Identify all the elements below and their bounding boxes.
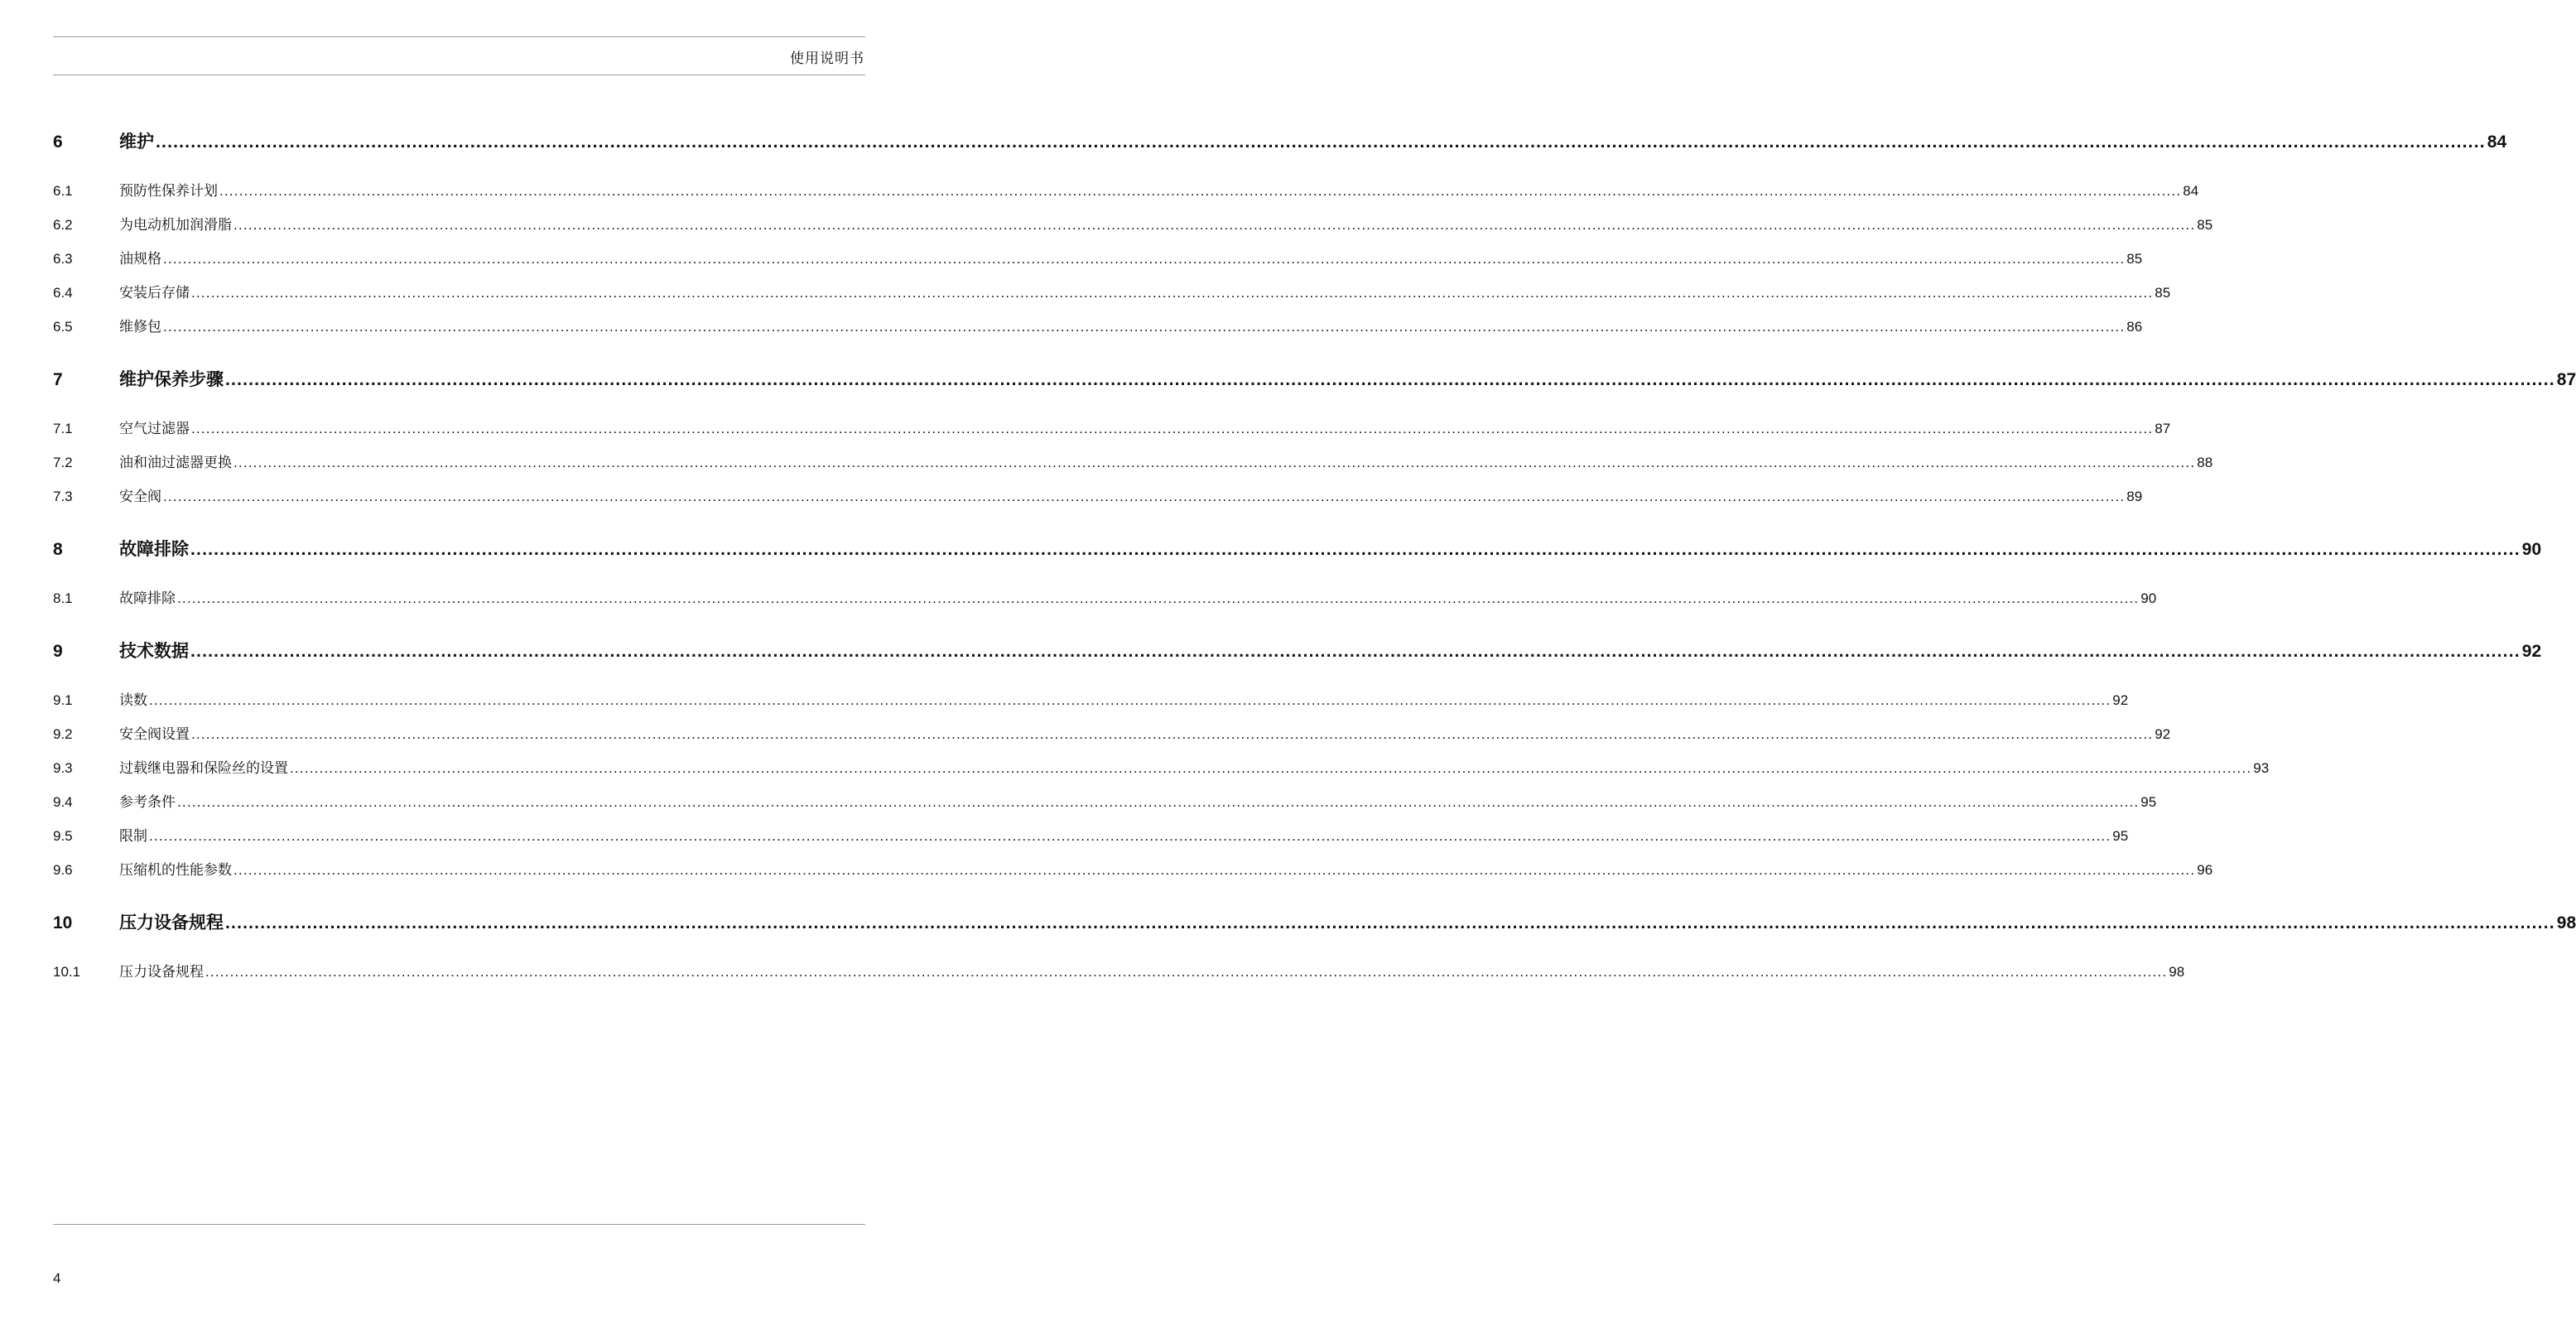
toc-entry-number: 10.1 — [53, 964, 81, 980]
toc-chapter-row[interactable] — [53, 536, 2542, 561]
toc-entry-page: 92 — [2112, 692, 2129, 708]
toc-entry-page: 84 — [2487, 132, 2507, 152]
toc-entry-page: 95 — [2140, 794, 2157, 810]
toc-entry-title: 压力设备规程 — [119, 913, 224, 932]
dot-leader: ................................................................................................................................................................................................................................................................................................................................................................................................................ — [290, 760, 2252, 776]
toc-entry-number: 10 — [53, 913, 73, 932]
toc-entry-title: 参考条件 — [119, 794, 176, 810]
dot-leader: ................................................................................................................................................................................................................................................................................................................................................................................................................ — [156, 132, 2486, 152]
dot-leader: ................................................................................................................................................................................................................................................................................................................................................................................................................ — [177, 590, 2140, 606]
toc-chapter-row[interactable] — [53, 638, 2542, 662]
toc-entry-title: 压力设备规程 — [119, 964, 204, 980]
toc-section-row[interactable] — [53, 213, 2213, 234]
toc-entry-title: 维护保养步骤 — [119, 370, 224, 389]
toc-entry-page: 87 — [2155, 421, 2171, 436]
toc-entry-title: 为电动机加润滑脂 — [119, 217, 232, 233]
toc-entry-number: 6.1 — [53, 183, 73, 199]
toc-section-row[interactable] — [53, 722, 2171, 743]
toc-entry-number: 9.4 — [53, 794, 73, 810]
toc-entry-title: 预防性保养计划 — [119, 183, 218, 199]
toc-chapter-row[interactable] — [53, 909, 2576, 934]
toc-section-row[interactable] — [53, 315, 2143, 335]
toc-chapter-row[interactable] — [53, 366, 2576, 391]
toc-section-row[interactable] — [53, 179, 2199, 200]
toc-entry-title: 油和油过滤器更换 — [119, 455, 232, 470]
toc-section-row[interactable] — [53, 824, 2129, 845]
toc-entry-title: 安装后存储 — [119, 285, 190, 301]
toc-chapter-row[interactable] — [53, 128, 2507, 153]
toc-entry-number: 7.1 — [53, 421, 73, 436]
toc-entry-page: 85 — [2126, 251, 2143, 267]
footer-rule — [53, 1224, 865, 1225]
toc-entry-number: 7.2 — [53, 455, 73, 470]
toc-section-row[interactable] — [53, 790, 2157, 811]
toc-entry-number: 9.3 — [53, 760, 73, 776]
dot-leader: ................................................................................................................................................................................................................................................................................................................................................................................................................ — [177, 794, 2140, 810]
toc-entry-page: 95 — [2112, 828, 2129, 844]
toc-entry-title: 油规格 — [119, 251, 161, 267]
toc-entry-title: 限制 — [119, 828, 147, 844]
toc-entry-page: 86 — [2126, 319, 2143, 335]
toc-entry-title: 故障排除 — [119, 540, 189, 559]
toc-entry-page: 98 — [2169, 964, 2185, 980]
dot-leader: ................................................................................................................................................................................................................................................................................................................................................................................................................ — [205, 964, 2168, 980]
toc-entry-page: 93 — [2253, 760, 2270, 776]
toc-entry-number: 6.2 — [53, 217, 73, 233]
dot-leader: ................................................................................................................................................................................................................................................................................................................................................................................................................ — [163, 319, 2126, 335]
toc-entry-title: 维修包 — [119, 319, 161, 335]
toc-section-row[interactable] — [53, 858, 2213, 879]
toc-entry-page: 96 — [2197, 862, 2213, 878]
dot-leader: ................................................................................................................................................................................................................................................................................................................................................................................................................ — [190, 642, 2521, 661]
toc-section-row[interactable] — [53, 247, 2143, 267]
toc-entry-page: 89 — [2126, 489, 2143, 504]
toc-entry-number: 6.5 — [53, 319, 73, 335]
toc-entry-title: 故障排除 — [119, 590, 176, 606]
toc-entry-title: 读数 — [119, 692, 147, 708]
toc-entry-title: 过载继电器和保险丝的设置 — [119, 760, 288, 776]
toc-entry-page: 98 — [2556, 913, 2576, 932]
toc-entry-number: 8 — [53, 540, 63, 559]
dot-leader: ................................................................................................................................................................................................................................................................................................................................................................................................................ — [225, 913, 2555, 932]
toc-entry-title: 维护 — [119, 132, 154, 152]
dot-leader: ................................................................................................................................................................................................................................................................................................................................................................................................................ — [191, 421, 2154, 436]
toc-section-row[interactable] — [53, 688, 2129, 709]
dot-leader: ................................................................................................................................................................................................................................................................................................................................................................................................................ — [149, 692, 2111, 708]
toc-entry-page: 85 — [2155, 285, 2171, 301]
toc-entry-title: 压缩机的性能参数 — [119, 862, 232, 878]
toc-entry-number: 6.3 — [53, 251, 73, 267]
toc-entry-page: 88 — [2197, 455, 2213, 470]
toc-entry-title: 安全阀设置 — [119, 726, 190, 742]
toc-entry-number: 9.2 — [53, 726, 73, 742]
header-top-rule — [53, 36, 865, 37]
toc-entry-page: 92 — [2521, 642, 2542, 661]
dot-leader: ................................................................................................................................................................................................................................................................................................................................................................................................................ — [234, 862, 2196, 878]
toc-entry-number: 6.4 — [53, 285, 73, 301]
toc-section-row[interactable] — [53, 484, 2143, 505]
toc-entry-number: 8.1 — [53, 590, 73, 606]
toc-entry-number: 9 — [53, 642, 63, 661]
dot-leader: ................................................................................................................................................................................................................................................................................................................................................................................................................ — [191, 285, 2154, 301]
page-number: 4 — [53, 1270, 61, 1286]
toc-section-row[interactable] — [53, 417, 2171, 437]
toc-entry-number: 6 — [53, 132, 63, 152]
toc-section-row[interactable] — [53, 281, 2171, 301]
toc-section-row[interactable] — [53, 756, 2270, 777]
toc-section-row[interactable] — [53, 586, 2157, 607]
toc-entry-number: 9.6 — [53, 862, 73, 878]
toc-entry-page: 85 — [2197, 217, 2213, 233]
toc-entry-number: 7 — [53, 370, 63, 389]
dot-leader: ................................................................................................................................................................................................................................................................................................................................................................................................................ — [219, 183, 2182, 199]
dot-leader: ................................................................................................................................................................................................................................................................................................................................................................................................................ — [225, 370, 2555, 389]
dot-leader: ................................................................................................................................................................................................................................................................................................................................................................................................................ — [149, 828, 2111, 844]
dot-leader: ................................................................................................................................................................................................................................................................................................................................................................................................................ — [163, 489, 2126, 504]
toc-entry-page: 92 — [2155, 726, 2171, 742]
toc-entry-page: 90 — [2140, 590, 2157, 606]
toc-entry-number: 9.5 — [53, 828, 73, 844]
dot-leader: ................................................................................................................................................................................................................................................................................................................................................................................................................ — [191, 726, 2154, 742]
toc-entry-page: 90 — [2521, 540, 2542, 559]
toc-entry-page: 84 — [2183, 183, 2199, 199]
dot-leader: ................................................................................................................................................................................................................................................................................................................................................................................................................ — [234, 455, 2196, 470]
toc-entry-title: 空气过滤器 — [119, 421, 190, 436]
header-title: 使用说明书 — [790, 51, 864, 66]
dot-leader: ................................................................................................................................................................................................................................................................................................................................................................................................................ — [234, 217, 2196, 233]
toc-entry-number: 9.1 — [53, 692, 73, 708]
toc-section-row[interactable] — [53, 960, 2185, 980]
toc-entry-title: 安全阀 — [119, 489, 161, 504]
toc-section-row[interactable] — [53, 450, 2213, 471]
dot-leader: ................................................................................................................................................................................................................................................................................................................................................................................................................ — [190, 540, 2521, 559]
toc-entry-page: 87 — [2556, 370, 2576, 389]
toc-entry-title: 技术数据 — [119, 642, 189, 661]
dot-leader: ................................................................................................................................................................................................................................................................................................................................................................................................................ — [163, 251, 2126, 267]
toc-entry-number: 7.3 — [53, 489, 73, 504]
